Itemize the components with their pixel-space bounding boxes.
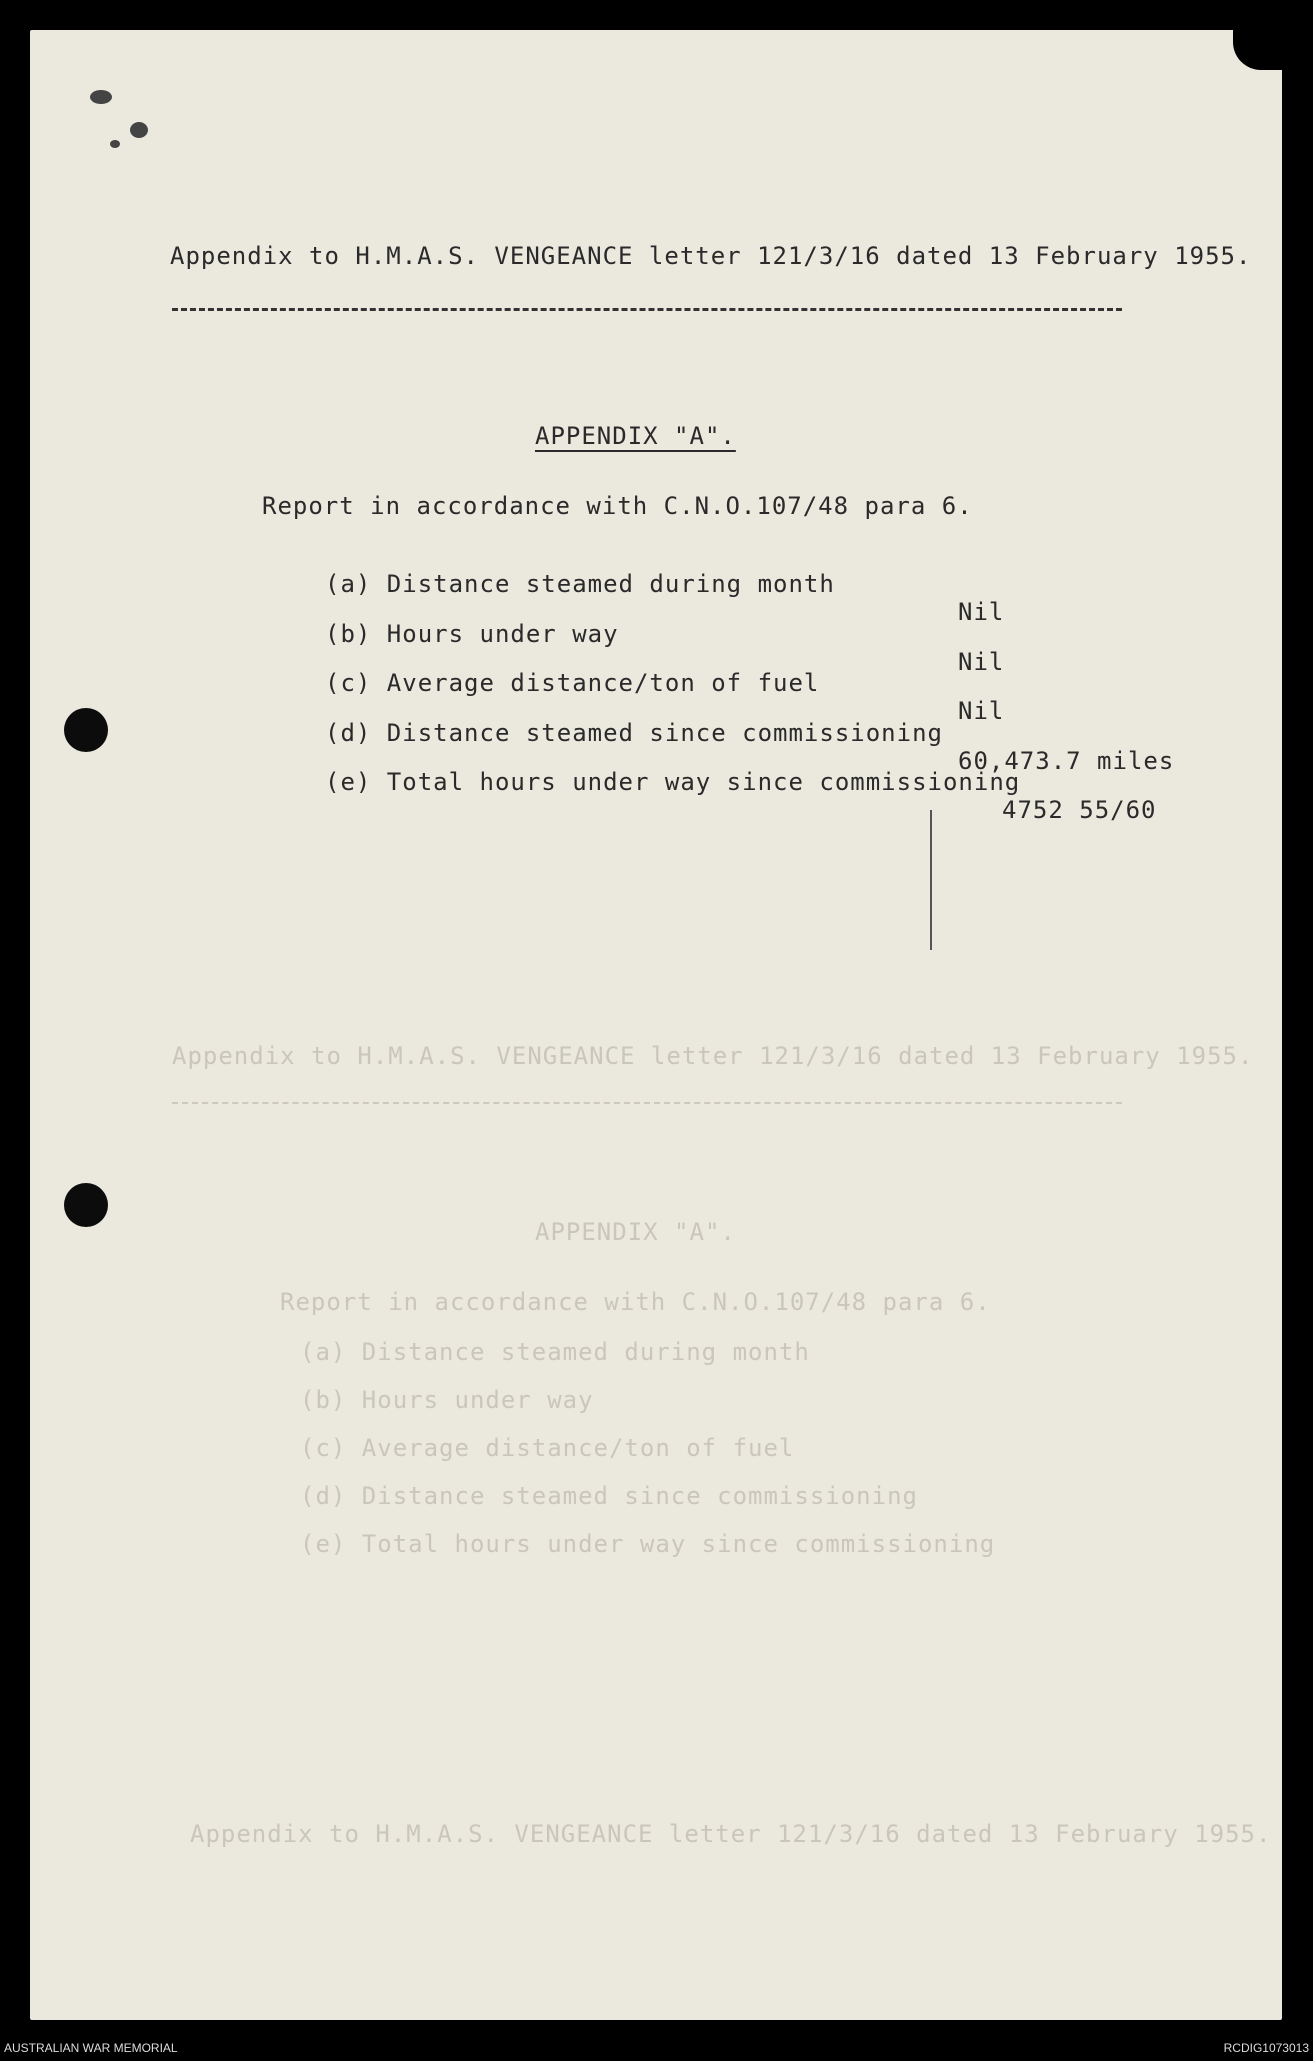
- punch-hole-top: [64, 708, 108, 752]
- item-value: Nil: [958, 648, 1005, 676]
- header-divider: [172, 308, 1122, 311]
- header-line: Appendix to H.M.A.S. VENGEANCE letter 121/3/16 dated 13 February 1955.: [170, 242, 1252, 270]
- bleed-through-item: (e) Total hours under way since commissioning: [300, 1530, 996, 1558]
- report-intro: Report in accordance with C.N.O.107/48 para 6.: [262, 492, 973, 520]
- item-label: (a) Distance steamed during month: [325, 570, 835, 598]
- bleed-through-intro: Report in accordance with C.N.O.107/48 para 6.: [280, 1288, 991, 1316]
- bleed-through-item: (a) Distance steamed during month: [300, 1338, 810, 1366]
- bleed-through-item: (b) Hours under way: [300, 1386, 594, 1414]
- punch-damage: [90, 90, 112, 104]
- item-label: (e) Total hours under way since commissioning: [325, 768, 1021, 796]
- item-value: 60,473.7 miles: [958, 747, 1175, 775]
- bleed-through-item: (d) Distance steamed since commissioning: [300, 1482, 918, 1510]
- item-value: Nil: [958, 697, 1005, 725]
- item-label: (b) Hours under way: [325, 620, 619, 648]
- item-value: Nil: [958, 598, 1005, 626]
- archive-id: RCDIG1073013: [1223, 2041, 1309, 2055]
- item-label: (d) Distance steamed since commissioning: [325, 719, 943, 747]
- bleed-through-footer-line: Appendix to H.M.A.S. VENGEANCE letter 121/3/16 dated 13 February 1955.: [190, 1820, 1272, 1848]
- bleed-through-title: APPENDIX "A".: [535, 1218, 736, 1246]
- bleed-through-item: (c) Average distance/ton of fuel: [300, 1434, 795, 1462]
- punch-hole-bottom: [64, 1183, 108, 1227]
- item-value: 4752 55/60: [1002, 796, 1157, 824]
- appendix-title: APPENDIX "A".: [535, 422, 736, 450]
- item-label: (c) Average distance/ton of fuel: [325, 669, 820, 697]
- punch-damage: [110, 140, 120, 148]
- bleed-through-divider: [172, 1102, 1122, 1104]
- punch-damage: [130, 122, 148, 138]
- pencil-mark: [930, 810, 932, 950]
- archive-name: AUSTRALIAN WAR MEMORIAL: [4, 2041, 178, 2055]
- document-page: [30, 30, 1282, 2020]
- bleed-through-header: Appendix to H.M.A.S. VENGEANCE letter 121/3/16 dated 13 February 1955.: [172, 1042, 1254, 1070]
- archive-footer: [0, 2031, 1313, 2061]
